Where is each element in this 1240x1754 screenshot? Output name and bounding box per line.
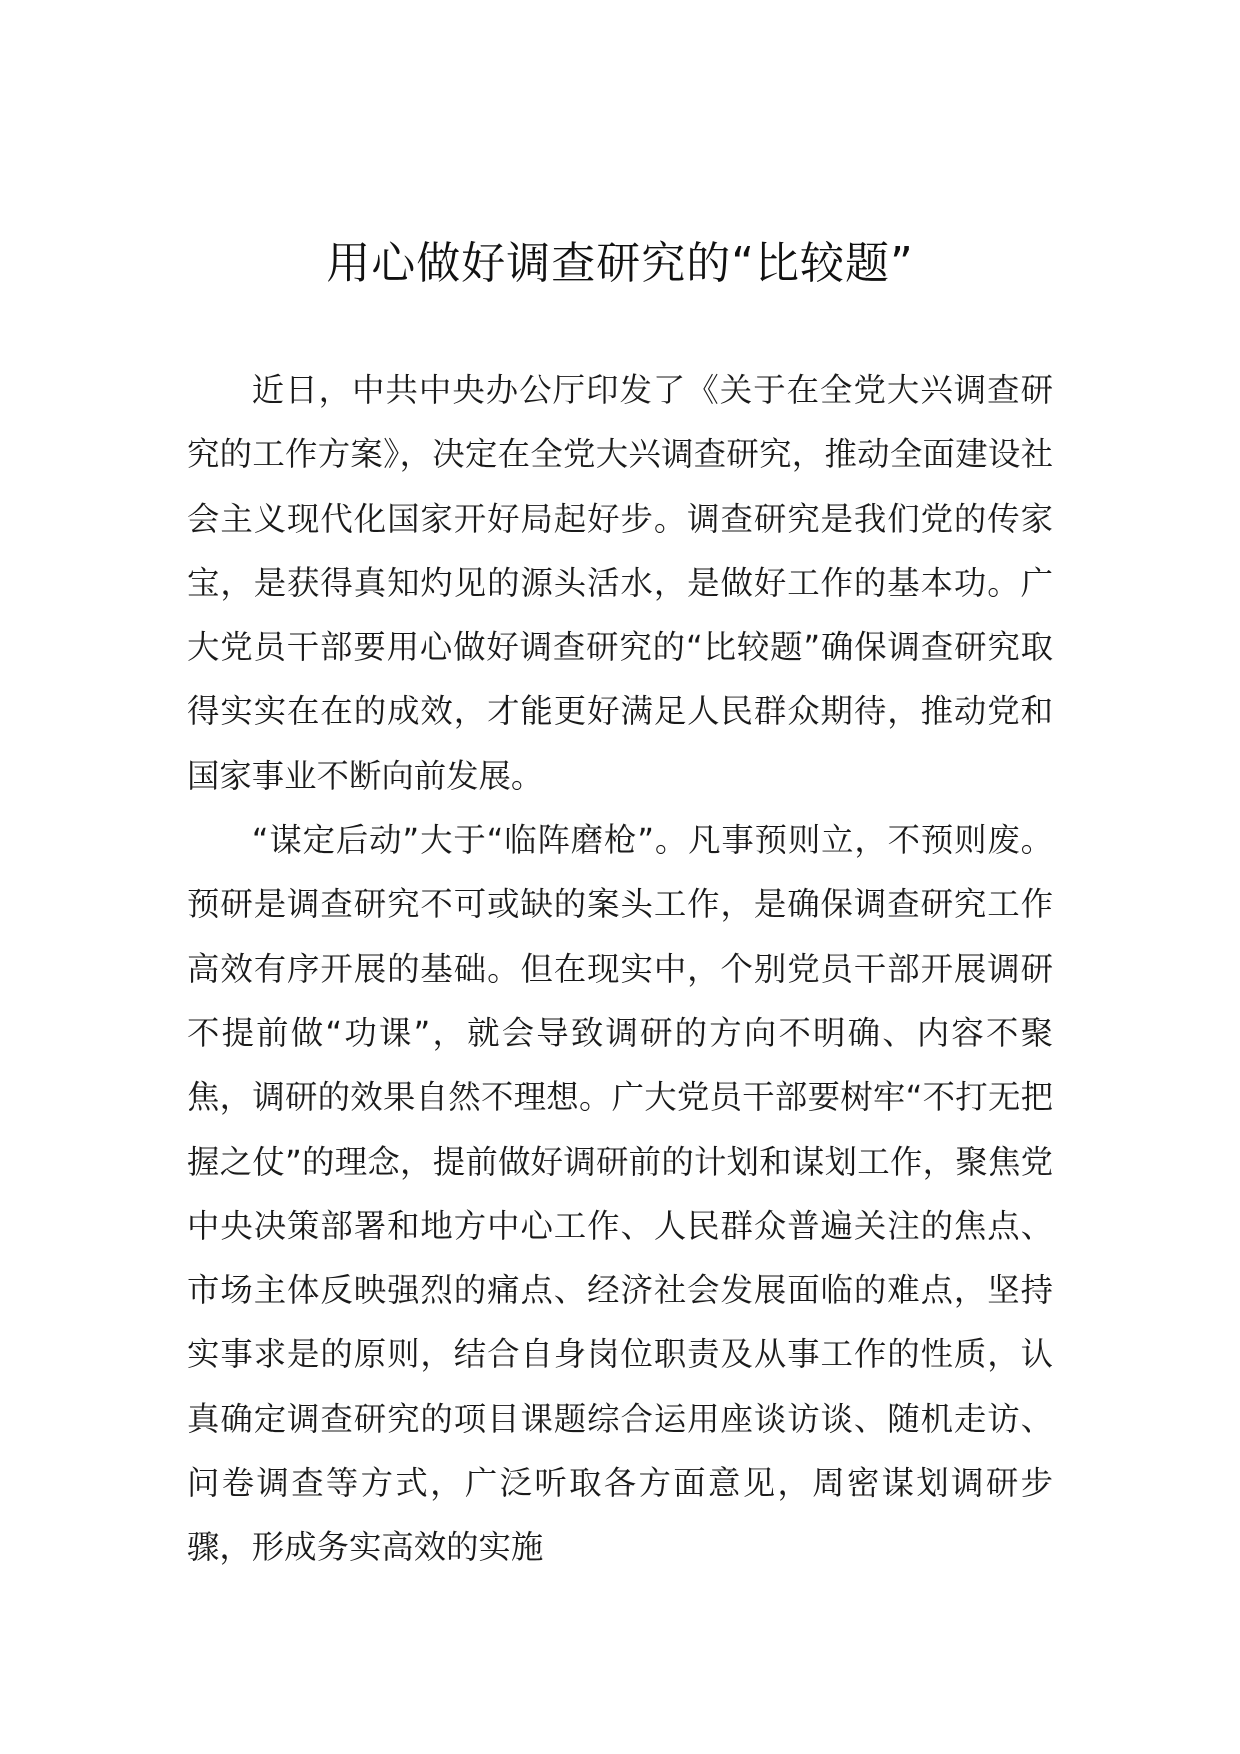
document-body [187, 358, 1053, 1580]
paragraph-2: “谋定后动”大于“临阵磨枪”。凡事预则立，不预则废。预研是调查研究不可或缺的案头工作，是确保调查研究工作高效有序开展的基础。但在现实中，个别党员干部开展调研不提前做“功课”，就会导致调研的方向不明确、内容不聚焦，调研的效果自然不理想。广大党员干部要树牢“不打无把握之仗”的理念，提前做好调研前的计划和谋划工作，聚焦党中央决策部署和地方中心工作、人民群众普遍关注的焦点、市场主体反映强烈的痛点、经济社会发展面临的难点，坚持实事求是的原则，结合自身岗位职责及从事工作的性质，认真确定调查研究的项目课题综合运用座谈访谈、随机走访、问卷调查等方式，广泛听取各方面意见，周密谋划调研步骤，形成务实高效的实施 [187, 821, 1053, 1567]
paragraph-1: 近日，中共中央办公厅印发了《关于在全党大兴调查研究的工作方案》，决定在全党大兴调查研究，推动全面建设社会主义现代化国家开好局起好步。调查研究是我们党的传家宝，是获得真知灼见的源头活水，是做好工作的基本功。广大党员干部要用心做好调查研究的“比较题”确保调查研究取得实实在在的成效，才能更好满足人民群众期待，推动党和国家事业不断向前发展。 [187, 371, 1053, 795]
document-title: 用心做好调查研究的“比较题” [326, 238, 914, 289]
